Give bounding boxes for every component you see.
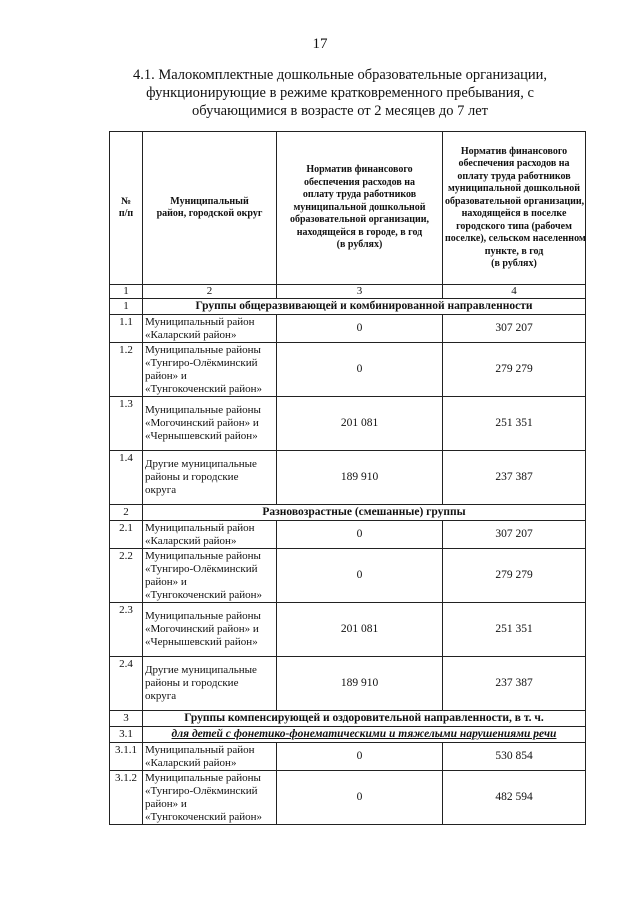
table-row (110, 657, 586, 711)
column-index-row (110, 285, 586, 299)
table-row (110, 603, 586, 657)
column-index: 3 (277, 285, 443, 299)
header-row (110, 132, 586, 285)
row-number: 1.4 (110, 451, 143, 505)
row-number: 3.1.1 (110, 743, 143, 771)
city-norm-value: 189 910 (277, 657, 443, 711)
funding-norms-table (109, 131, 586, 825)
table-row (110, 743, 586, 771)
district-name-line: «Тунгокоченский район» (145, 588, 263, 601)
district-name-line: «Тунгиро-Олёкминский (145, 784, 258, 797)
section-row (110, 711, 586, 727)
district-name-line: Муниципальные районы (145, 343, 261, 356)
district-name-line: «Чернышевский район» (145, 430, 258, 442)
district-name-line: районы и городские (145, 471, 239, 483)
header-village-norm: Норматив финансового обеспечения расходов на оплату труда работников муниципальной дошкольной образовательной организации, находящейся в поселке городского типа (рабочем поселке), сельском населенном пункте, в год (в рублях) (443, 132, 586, 285)
village-norm-value: 251 351 (443, 397, 586, 451)
title-line: обучающимися в возрасте от 2 месяцев до 7 лет (192, 103, 488, 119)
district-name (143, 521, 277, 549)
row-number: 2.3 (110, 603, 143, 657)
village-norm-value: 279 279 (443, 343, 586, 397)
district-name-line: Муниципальный район (145, 315, 255, 328)
district-name-line: «Каларский район» (145, 328, 237, 341)
village-norm-value: 307 207 (443, 315, 586, 343)
row-number: 1.2 (110, 343, 143, 397)
district-name-line: «Тунгиро-Олёкминский (145, 356, 258, 369)
column-index: 2 (143, 285, 277, 299)
city-norm-value: 0 (277, 743, 443, 771)
district-name (143, 657, 277, 711)
header-district: Муниципальный район, городской округ (143, 132, 277, 285)
district-name-line: Муниципальный район (145, 743, 255, 756)
village-norm-value: 237 387 (443, 451, 586, 505)
row-number: 2.4 (110, 657, 143, 711)
column-index: 1 (110, 285, 143, 299)
city-norm-value: 0 (277, 521, 443, 549)
district-name (143, 343, 277, 397)
row-number: 1.3 (110, 397, 143, 451)
district-name-line: «Каларский район» (145, 534, 237, 547)
city-norm-value: 201 081 (277, 603, 443, 657)
village-norm-value: 237 387 (443, 657, 586, 711)
title-line: 4.1. Малокомплектные дошкольные образовательные организации, (132, 67, 548, 83)
section-number: 2 (110, 505, 143, 521)
header-number: № п/п (110, 132, 143, 285)
column-index: 4 (443, 285, 586, 299)
city-norm-value: 0 (277, 315, 443, 343)
section-number: 1 (110, 299, 143, 315)
city-norm-value: 0 (277, 549, 443, 603)
village-norm-value: 482 594 (443, 771, 586, 825)
district-name-line: Другие муниципальные (145, 458, 257, 470)
district-name-line: районы и городские (145, 677, 239, 689)
row-number: 3.1.2 (110, 771, 143, 825)
district-name-line: округа (145, 690, 177, 702)
city-norm-value: 0 (277, 771, 443, 825)
village-norm-value: 251 351 (443, 603, 586, 657)
district-name (143, 771, 277, 825)
section-title: Разновозрастные (смешанные) группы (143, 505, 586, 521)
row-number: 2.1 (110, 521, 143, 549)
district-name-line: «Могочинский район» и (145, 417, 259, 429)
section-number: 3 (110, 711, 143, 727)
village-norm-value: 279 279 (443, 549, 586, 603)
section-row (110, 505, 586, 521)
district-name (143, 549, 277, 603)
district-name-line: «Каларский район» (145, 756, 237, 769)
table-row (110, 521, 586, 549)
city-norm-value: 201 081 (277, 397, 443, 451)
district-name (143, 315, 277, 343)
district-name (143, 603, 277, 657)
header-city-norm: Норматив финансового обеспечения расходов на оплату труда работников муниципальной дошкольной образовательной организации, находящейся в городе, в год (в рублях) (277, 132, 443, 285)
page-number: 17 (312, 36, 328, 52)
city-norm-value: 189 910 (277, 451, 443, 505)
table-row (110, 771, 586, 825)
table-row (110, 343, 586, 397)
table-row (110, 451, 586, 505)
section-number: 3.1 (110, 727, 143, 743)
subsection-row (110, 727, 586, 743)
document-title (100, 66, 580, 120)
district-name-line: Муниципальные районы (145, 610, 261, 622)
section-title: Группы компенсирующей и оздоровительной направленности, в т. ч. (143, 711, 586, 727)
district-name-line: Муниципальные районы (145, 404, 261, 416)
district-name-line: район» и (145, 797, 187, 810)
row-number: 2.2 (110, 549, 143, 603)
section-title: Группы общеразвивающей и комбинированной направленности (143, 299, 586, 315)
table-row (110, 549, 586, 603)
district-name (143, 451, 277, 505)
table-row (110, 315, 586, 343)
district-name-line: Муниципальные районы (145, 771, 261, 784)
table-body (110, 132, 586, 825)
section-title: для детей с фонетико-фонематическими и тяжелыми нарушениями речи (143, 727, 586, 743)
district-name (143, 743, 277, 771)
district-name-line: Другие муниципальные (145, 664, 257, 676)
village-norm-value: 307 207 (443, 521, 586, 549)
district-name (143, 397, 277, 451)
village-norm-value: 530 854 (443, 743, 586, 771)
district-name-line: Муниципальный район (145, 521, 255, 534)
district-name-line: «Тунгокоченский район» (145, 810, 263, 823)
district-name-line: «Тунгокоченский район» (145, 382, 263, 395)
city-norm-value: 0 (277, 343, 443, 397)
row-number: 1.1 (110, 315, 143, 343)
district-name-line: район» и (145, 369, 187, 382)
table-row (110, 397, 586, 451)
section-row (110, 299, 586, 315)
district-name-line: район» и (145, 575, 187, 588)
district-name-line: «Тунгиро-Олёкминский (145, 562, 258, 575)
district-name-line: округа (145, 484, 177, 496)
district-name-line: «Чернышевский район» (145, 636, 258, 648)
district-name-line: «Могочинский район» и (145, 623, 259, 635)
district-name-line: Муниципальные районы (145, 549, 261, 562)
title-line: функционирующие в режиме кратковременного пребывания, с (146, 85, 534, 101)
